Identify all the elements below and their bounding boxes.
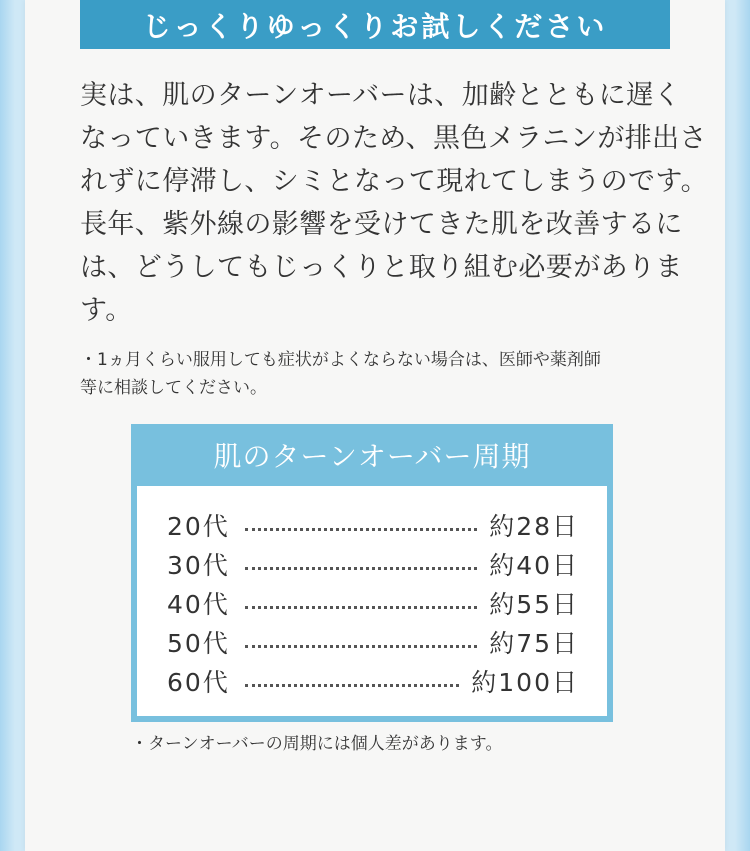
- period-value: 約100日: [471, 668, 579, 697]
- body-paragraph: [80, 74, 709, 332]
- age-label: 50代: [167, 629, 230, 658]
- turnover-cycle-table: [131, 424, 613, 722]
- dotted-leader: [245, 645, 477, 648]
- table-row: [167, 623, 579, 661]
- body-line: す。: [80, 295, 133, 326]
- table-row: [167, 506, 579, 544]
- age-label: 40代: [167, 590, 230, 619]
- footnote-line: ・ターンオーバーの周期には個人差があります。: [131, 734, 503, 754]
- section-heading: じっくりゆっくりお試しください: [142, 9, 608, 43]
- period-value: 約75日: [489, 629, 579, 658]
- table-row: [167, 545, 579, 583]
- dotted-leader: [245, 528, 477, 531]
- turnover-footnote: [131, 730, 731, 758]
- note-line: ・1ヵ月くらい服用しても症状がよくならない場合は、医師や薬剤師: [80, 350, 601, 370]
- period-value: 約28日: [489, 512, 579, 541]
- age-label: 60代: [167, 668, 230, 697]
- dotted-leader: [245, 567, 477, 570]
- body-line: れずに停滞し、シミとなって現れてしまうのです。: [80, 166, 709, 197]
- section-heading-bar: [80, 0, 670, 49]
- usage-note: [80, 346, 680, 402]
- age-label: 30代: [167, 551, 230, 580]
- note-line: 等に相談してください。: [80, 378, 267, 398]
- age-label: 20代: [167, 512, 230, 541]
- table-row: [167, 662, 579, 700]
- dotted-leader: [245, 684, 459, 687]
- period-value: 約40日: [489, 551, 579, 580]
- dotted-leader: [245, 606, 477, 609]
- body-line: は、どうしてもじっくりと取り組む必要がありま: [80, 252, 683, 283]
- turnover-table-title: 肌のターンオーバー周期: [213, 440, 531, 473]
- turnover-table-body: [137, 486, 607, 716]
- table-row: [167, 584, 579, 622]
- period-value: 約55日: [489, 590, 579, 619]
- body-line: 長年、紫外線の影響を受けてきた肌を改善するに: [80, 209, 683, 240]
- body-line: なっていきます。そのため、黒色メラニンが排出さ: [80, 123, 707, 154]
- body-line: 実は、肌のターンオーバーは、加齢とともに遅く: [80, 80, 681, 111]
